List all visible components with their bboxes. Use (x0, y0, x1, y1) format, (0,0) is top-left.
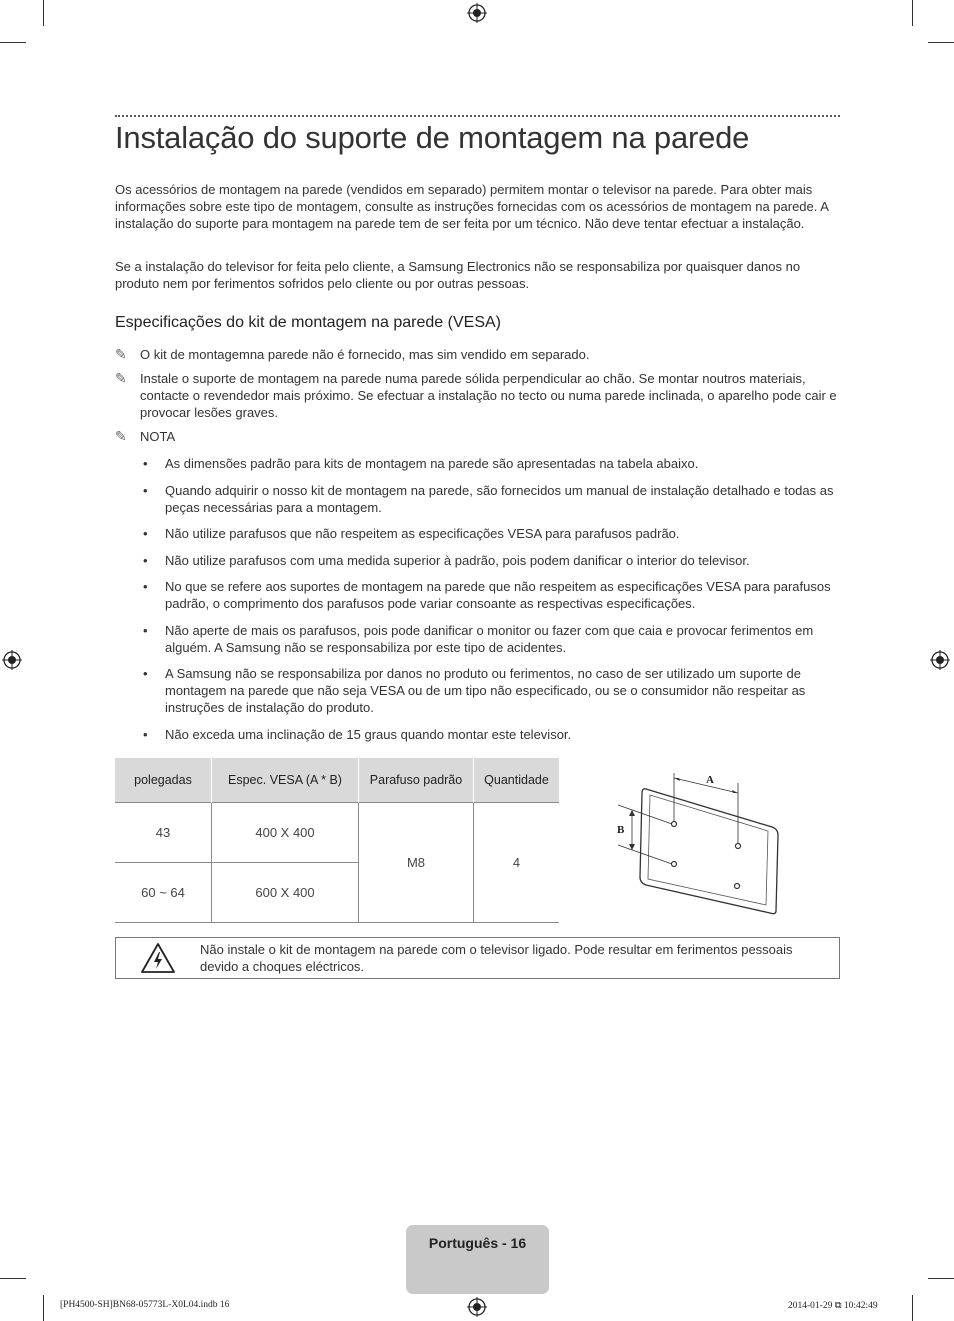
list-item: • Não utilize parafusos que não respeitem as especificações VESA para parafusos padrão. (143, 526, 680, 541)
note-item: ✎ O kit de montagemna parede não é fornecido, mas sim vendido em separado. (115, 346, 590, 362)
column-header: Parafuso padrão (359, 758, 474, 803)
pencil-note-icon: ✎ (115, 370, 127, 386)
arrowhead (732, 790, 738, 793)
table-cell: M8 (359, 803, 474, 923)
page-title: Instalação do suporte de montagem na parede (115, 120, 750, 155)
list-item: • No que se refere aos suportes de montagem na parede que não respeitem as especificações VESA para parafusos padrão, o comprimento dos parafusos pode variar consoante as respectivas especificações. (143, 579, 831, 611)
tv-back-mount-diagram (612, 765, 784, 917)
registration-mark-icon (2, 650, 22, 670)
screw-hole (735, 884, 740, 889)
crop-mark (43, 1295, 44, 1321)
table-header-row (115, 758, 559, 803)
column-header: Quantidade (474, 758, 560, 803)
bullet-icon: • (143, 623, 148, 638)
arrowhead (674, 778, 680, 781)
pencil-note-icon: ✎ (115, 346, 127, 362)
bullet-icon: • (143, 483, 148, 498)
page-number: Português - 16 (428, 1235, 527, 1251)
pencil-note-icon: ✎ (115, 428, 127, 444)
dimension-line-b (618, 805, 672, 824)
table-cell: 400 X 400 (212, 803, 359, 863)
tv-back-inner-outline (648, 795, 768, 905)
bullet-icon: • (143, 526, 148, 541)
list-item: • Não aperte de mais os parafusos, pois pode danificar o monitor ou fazer com que caia e provocar ferimentos em alguém. A Samsung não se responsabiliza por este tipo de acidentes. (143, 623, 814, 655)
title-divider (115, 115, 840, 117)
warning-text: Não instale o kit de montagem na parede com o televisor ligado. Pode resultar em ferimentos pessoais devido a choques eléctricos. (200, 942, 793, 974)
table-cell: 4 (474, 803, 560, 923)
column-header: Espec. VESA (A * B) (212, 758, 359, 803)
footer-file-info: [PH4500-SH]BN68-05773L-X0L04.indb 16 (60, 1300, 230, 1310)
table-cell: 43 (115, 803, 212, 863)
note-item: ✎ NOTA (115, 428, 176, 444)
page-number-tab (406, 1225, 549, 1294)
warning-box (115, 937, 840, 979)
crop-mark (0, 42, 26, 43)
registration-mark-icon (930, 650, 950, 670)
table-cell: 60 ~ 64 (115, 863, 212, 923)
tv-back-outline (640, 789, 778, 914)
bullet-icon: • (143, 579, 148, 594)
screw-hole (736, 844, 741, 849)
note-item: ✎ Instale o suporte de montagem na parede numa parede sólida perpendicular ao chão. Se montar noutros materiais, contacte o revendedor mais próximo. Se efectuar a instalação no tecto ou numa parede inclinada, o aparelho pode cair e provocar lesões graves. (115, 370, 837, 420)
dimension-label-a: A (706, 774, 714, 786)
screw-hole (672, 822, 677, 827)
column-header: polegadas (115, 758, 212, 803)
registration-mark-icon (467, 1297, 487, 1317)
vesa-spec-table (115, 758, 559, 923)
footer-timestamp: 2014-01-29 ⧉ 10:42:49 (788, 1301, 878, 1311)
crop-mark (912, 0, 913, 26)
bullet-icon: • (143, 456, 148, 471)
list-item: • A Samsung não se responsabiliza por danos no produto ou ferimentos, no caso de ser utilizado um suporte de montagem na parede que não seja VESA ou de um tipo não especificado, ou se o consumidor não respeitar as instruções de instalação do produto. (143, 666, 806, 715)
list-item: • Quando adquirir o nosso kit de montagem na parede, são fornecidos um manual de instalação detalhado e todas as peças necessárias para a montagem. (143, 483, 834, 515)
crop-mark (912, 1295, 913, 1321)
crop-mark (928, 42, 954, 43)
crop-mark (43, 0, 44, 26)
crop-mark (928, 1278, 954, 1279)
screw-hole (672, 862, 677, 867)
list-item: • Não utilize parafusos com uma medida superior à padrão, pois podem danificar o interior do televisor. (143, 553, 750, 568)
intro-paragraph: Os acessórios de montagem na parede (vendidos em separado) permitem montar o televisor na parede. Para obter mais informações sobre este tipo de montagem, consulte as instruções fornecidas com os acessórios de montagem na parede. A instalação do suporte para montagem na parede tem de ser feita por um técnico. Não deve tentar efectuar a instalação. (115, 182, 829, 231)
registration-mark-icon (467, 3, 487, 23)
crop-mark (0, 1278, 26, 1279)
table-row (115, 803, 559, 863)
dimension-label-b: B (617, 824, 625, 836)
list-item: • As dimensões padrão para kits de montagem na parede são apresentadas na tabela abaixo. (143, 456, 699, 471)
section-title: Especificações do kit de montagem na parede (VESA) (115, 314, 501, 331)
dimension-line-b (618, 845, 672, 864)
list-item: • Não exceda uma inclinação de 15 graus quando montar este televisor. (143, 727, 572, 742)
table-cell: 600 X 400 (212, 863, 359, 923)
bullet-icon: • (143, 666, 148, 681)
bullet-icon: • (143, 553, 148, 568)
bullet-icon: • (143, 727, 148, 742)
electric-shock-warning-icon (140, 942, 176, 974)
liability-paragraph: Se a instalação do televisor for feita pelo cliente, a Samsung Electronics não se responsabiliza por quaisquer danos no produto nem por ferimentos sofridos pelo cliente ou por outras pessoas. (115, 259, 801, 291)
